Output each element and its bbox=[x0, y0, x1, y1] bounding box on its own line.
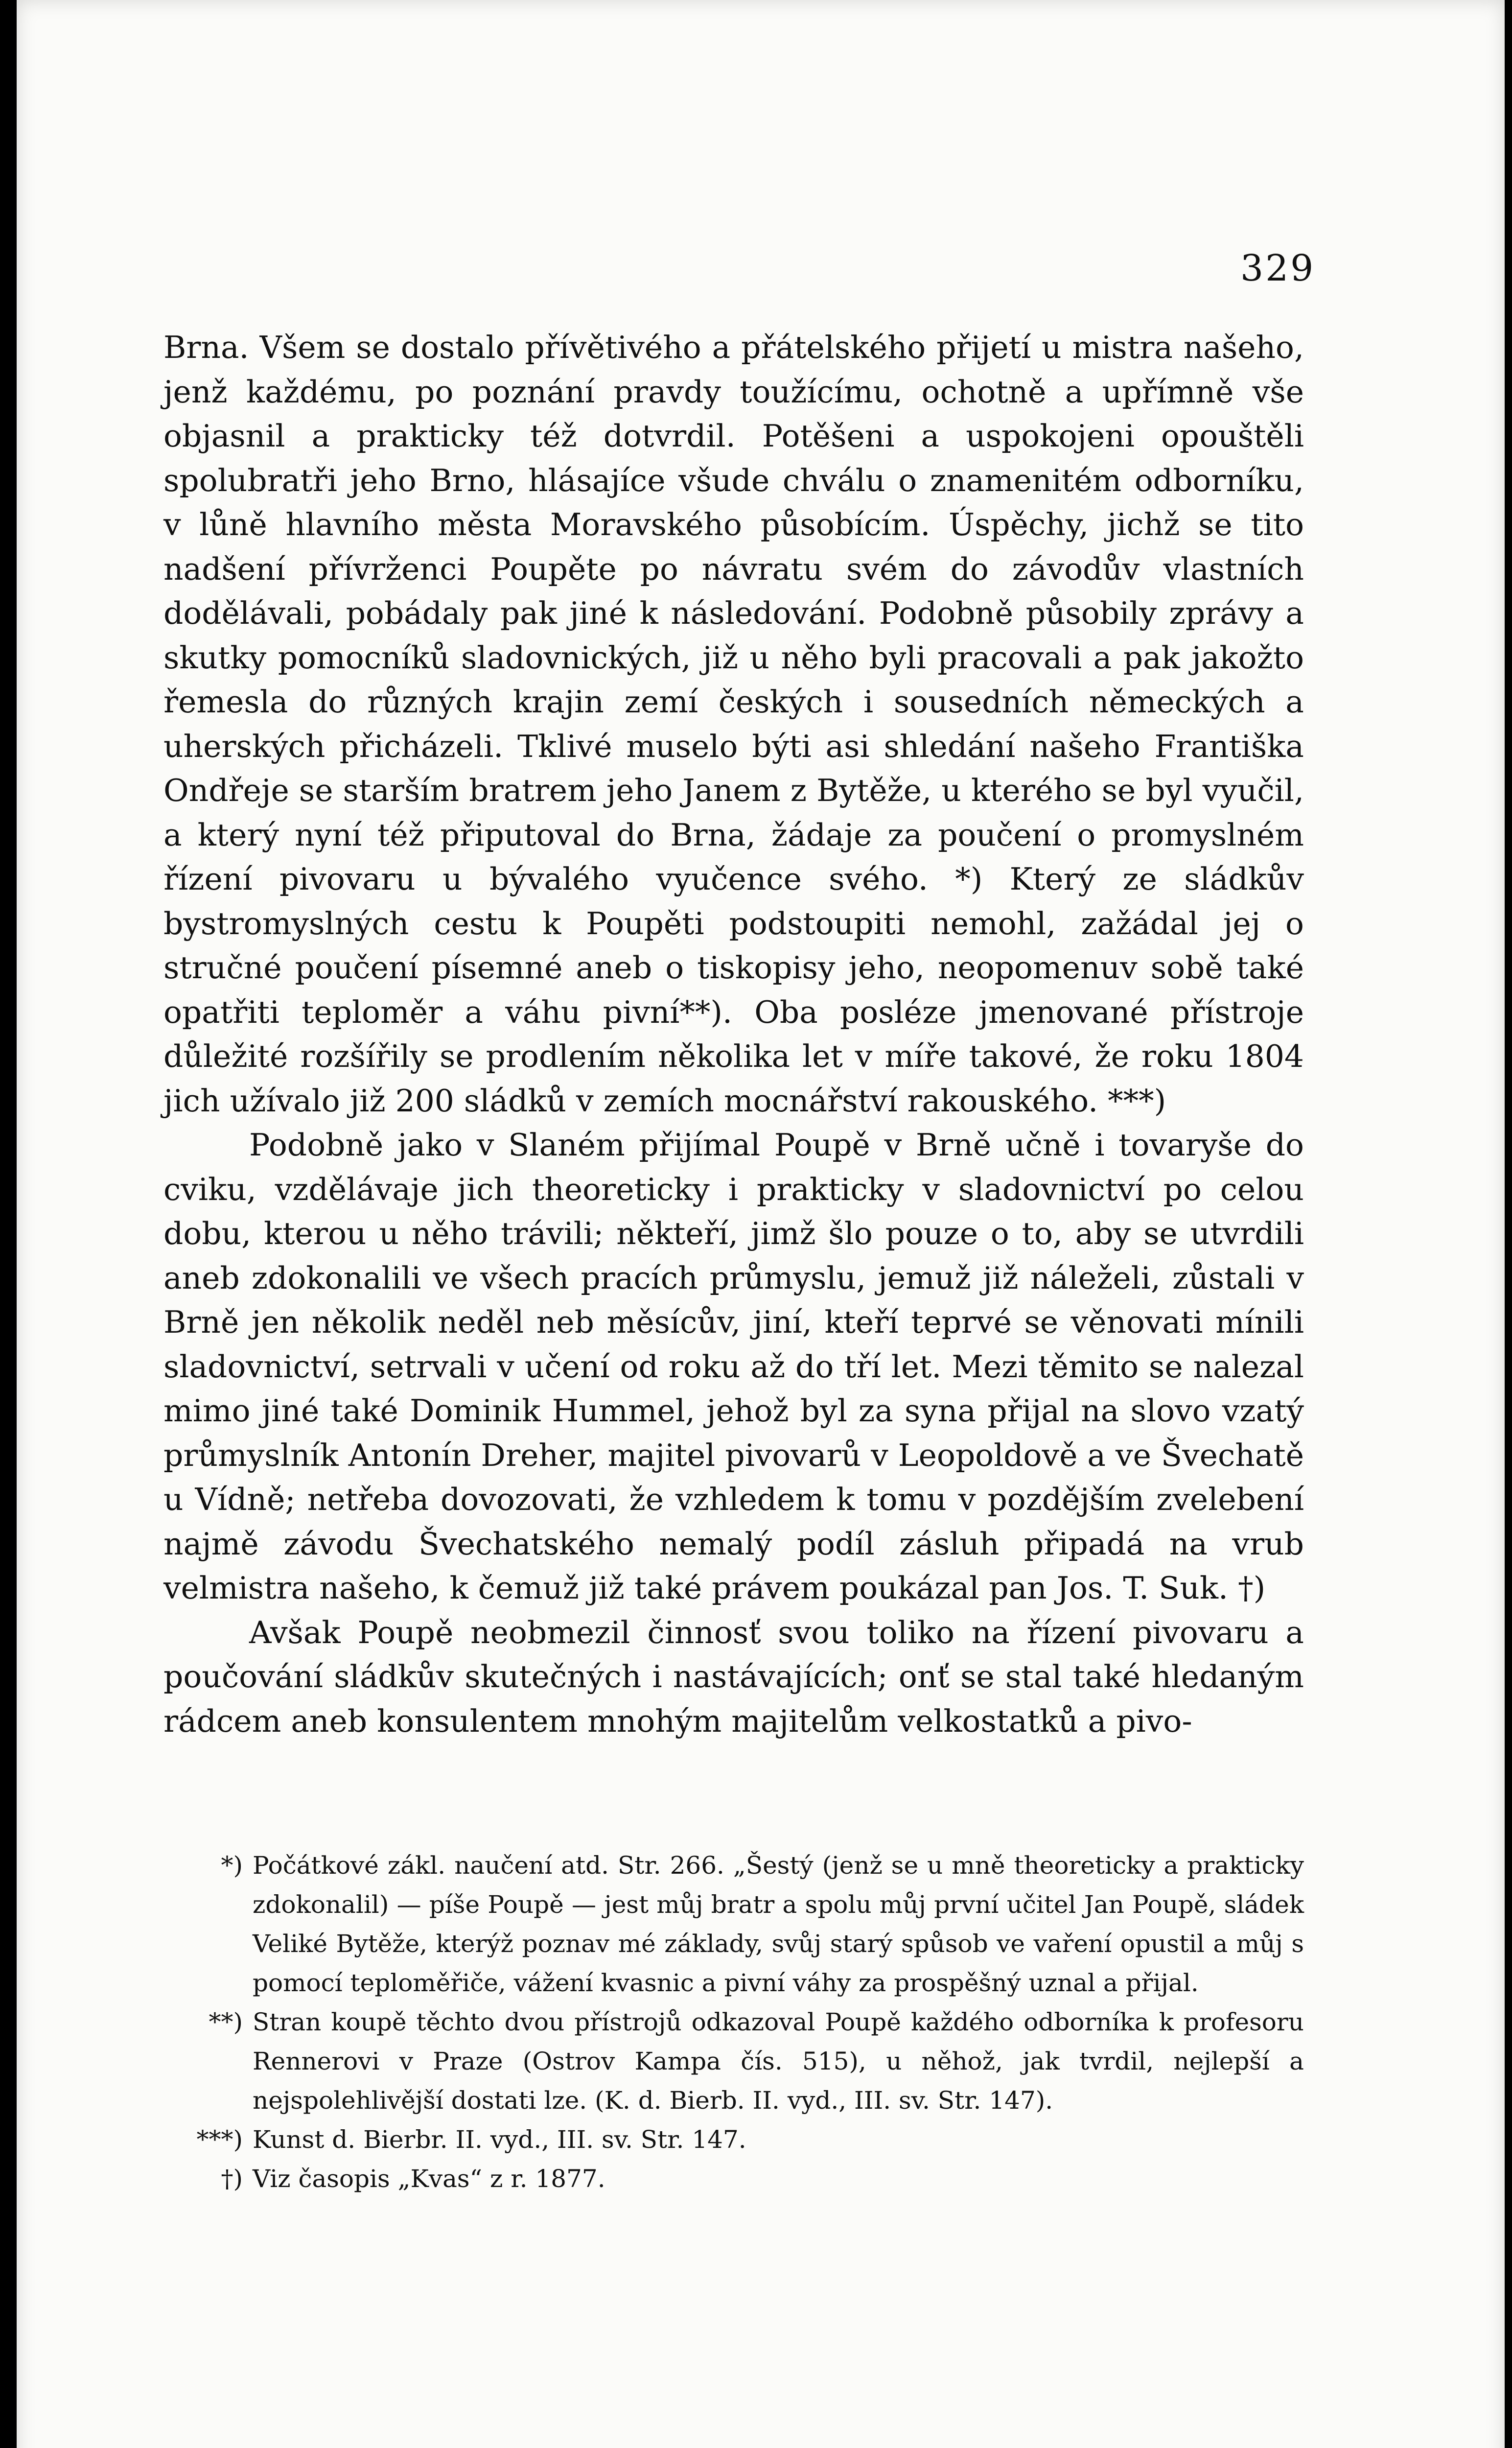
footnote-mark: **) bbox=[209, 2008, 243, 2036]
paragraph: Avšak Poupě neobmezil činnosť svou toliko na řízení pivovaru a poučování sládkův skutečných i nastávajících; onť se stal také hledaným rádcem aneb konsulentem mnohým majitelům velkostatků a pivo- bbox=[163, 1614, 1304, 1739]
footnote bbox=[163, 2120, 1304, 2159]
footnote-mark: ***) bbox=[196, 2125, 243, 2154]
footnote-mark: †) bbox=[221, 2165, 243, 2193]
paragraph: Podobně jako v Slaném přijímal Poupě v Brně učně i tovaryše do cviku, vzdělávaje jich theoreticky i prakticky v sladovnictví po celou dobu, kterou u něho trávili; někteří, jimž šlo pouze o to, aby se utvrdili aneb zdokonalili ve všech pracích průmyslu, jemuž již náleželi, zůstali v Brně jen několik neděl neb měsícův, jiní, kteří teprvé se věnovati mínili sladovnictví, setrvali v učení od roku až do tří let. Mezi těmito se nalezal mimo jiné také Dominik Hummel, jehož byl za syna přijal na slovo vzatý průmyslník Antonín Dreher, majitel pivovarů v Leopoldově a ve Švechatě u Vídně; netřeba dovozovati, že vzhledem k tomu v pozdějším zvelebení najmě závodu Švechatského nemalý podíl zásluh připadá na vrub velmistra našeho, k čemuž již také právem poukázal pan Jos. T. Suk. †) bbox=[163, 1127, 1304, 1606]
footnote bbox=[163, 2002, 1304, 2120]
footnote bbox=[163, 2159, 1304, 2198]
footnote-mark: *) bbox=[221, 1851, 243, 1880]
body-text bbox=[163, 326, 1304, 1743]
footnote-text: Kunst d. Bierbr. II. vyd., III. sv. Str. 147. bbox=[253, 2125, 746, 2154]
book-page bbox=[17, 0, 1505, 2448]
footnotes bbox=[163, 1846, 1304, 2198]
footnote-text: Stran koupě těchto dvou přístrojů odkazoval Poupě každého odborníka k profesoru Rennerovi v Praze (Ostrov Kampa čís. 515), u něhož, jak tvrdil, nejlepší a nejspolehlivější dostati lze. (K. d. Bierb. II. vyd., III. sv. Str. 147). bbox=[253, 2008, 1304, 2115]
footnote-text: Počátkové zákl. naučení atd. Str. 266. „Šestý (jenž se u mně theoreticky a prakticky zdokonalil) — píše Poupě — jest můj bratr a spolu můj první učitel Jan Poupě, sládek Veliké Bytěže, kterýž poznav mé základy, svůj starý spůsob ve vaření opustil a můj s pomocí teploměřiče, vážení kvasnic a pivní váhy za prospěšný uznal a přijal. bbox=[253, 1851, 1304, 1997]
footnote-text: Viz časopis „Kvas“ z r. 1877. bbox=[253, 2165, 605, 2193]
page-number: 329 bbox=[1240, 247, 1316, 289]
footnote bbox=[163, 1846, 1304, 2002]
paragraph: Brna. Všem se dostalo přívětivého a přátelského přijetí u mistra našeho, jenž každému, po poznání pravdy toužícímu, ochotně a upřímně vše objasnil a prakticky též dotvrdil. Potěšeni a uspokojeni opouštěli spolubratři jeho Brno, hlásajíce všude chválu o znamenitém odborníku, v lůně hlavního města Moravského působícím. Úspěchy, jichž se tito nadšení přívrženci Poupěte po návratu svém do závodův vlastních dodělávali, pobádaly pak jiné k následování. Podobně působily zprávy a skutky pomocníků sladovnických, již u něho byli pracovali a pak jakožto řemesla do různých krajin zemí českých i sousedních německých a uherských přicházeli. Tklivé muselo býti asi shledání našeho Františka Ondřeje se starším bratrem jeho Janem z Bytěže, u kterého se byl vyučil, a který nyní též připutoval do Brna, žádaje za poučení o promyslném řízení pivovaru u bývalého vyučence svého. *) Který ze sládkův bystromyslných cestu k Poupěti podstoupiti nemohl, zažádal jej o stručné poučení písemné aneb o tiskopisy jeho, neopomenuv sobě také opatřiti teploměr a váhu pivní**). Oba posléze jmenované přístroje důležité rozšířily se prodlením několika let v míře takové, že roku 1804 jich užívalo již 200 sládků v zemích mocnářství rakouského. ***) bbox=[163, 330, 1304, 1119]
